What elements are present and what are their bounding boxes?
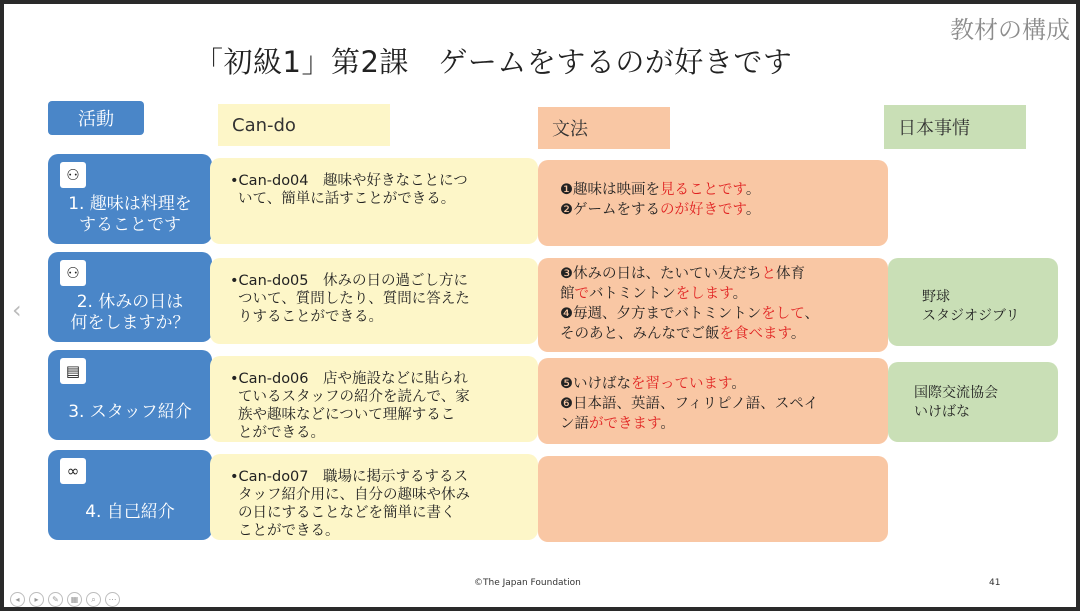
grammar-text: ❺いけばな xyxy=(560,376,631,392)
grammar-highlight: のが好きです xyxy=(660,202,746,218)
grammar-line xyxy=(560,264,878,284)
grammar-text: ン語 xyxy=(560,416,589,432)
people-icon: ⚇ xyxy=(60,162,86,188)
grammar-text: 。 xyxy=(790,326,806,342)
header-cando: Can-do xyxy=(218,104,390,146)
activity-3 xyxy=(48,350,212,440)
grammar-highlight: で xyxy=(574,286,589,302)
activity-1-line1: 1. 趣味は料理を xyxy=(68,194,192,214)
header-culture: 日本事情 xyxy=(884,105,1026,149)
activity-1-line2: することです xyxy=(79,215,181,235)
section-label: 教材の構成 xyxy=(950,16,1070,44)
grammar-text: 。 xyxy=(745,182,761,198)
cando-4-line3: の日にすることなどを簡単に書く xyxy=(238,505,456,521)
header-activity: 活動 xyxy=(48,101,144,135)
cando-2-line3: りすることができる。 xyxy=(238,309,383,325)
slide xyxy=(4,4,1076,607)
cando-3-line1: •Can-do06 店や施設などに貼られ xyxy=(230,371,469,387)
header-grammar: 文法 xyxy=(538,107,670,149)
grammar-highlight: を習っています xyxy=(631,376,732,392)
cando-3-line3: 族や趣味などについて理解するこ xyxy=(238,407,456,423)
grammar-text: 、 xyxy=(804,306,819,322)
grammar-line xyxy=(560,284,878,304)
activity-2 xyxy=(48,252,212,342)
grammar-line xyxy=(560,200,878,220)
grammar-text: そのあと、みんなでご飯 xyxy=(560,326,720,342)
culture-2 xyxy=(888,258,1058,346)
grammar-4 xyxy=(538,456,888,542)
grammar-highlight: 見ることです xyxy=(660,182,746,198)
activity-4 xyxy=(48,450,212,540)
grammar-text: ❸休みの日は、たいてい友だち xyxy=(560,266,762,282)
grammar-line xyxy=(560,414,878,434)
grammar-line xyxy=(560,394,878,414)
grammar-3 xyxy=(538,358,888,444)
activity-2-line1: 2. 休みの日は xyxy=(76,292,184,312)
people-icon: ⚇ xyxy=(60,260,86,286)
activity-3-label: 3. スタッフ紹介 xyxy=(68,402,192,422)
grammar-text: 館 xyxy=(560,286,575,302)
grammar-text: 。 xyxy=(660,416,675,432)
pen-icon[interactable]: ✎ xyxy=(48,592,63,607)
culture-3-line1: 国際交流協会 xyxy=(914,385,998,401)
culture-2-line1: 野球 xyxy=(922,289,950,305)
grammar-highlight: ができます xyxy=(589,416,661,432)
slide-title: 「初級1」第2課 ゲームをするのが好きです xyxy=(194,45,793,79)
grammar-line xyxy=(560,324,878,344)
cando-4-line2: タッフ紹介用に、自分の趣味や休み xyxy=(238,487,470,503)
cando-3-line4: とができる。 xyxy=(238,425,325,441)
cando-1-line1: •Can-do04 趣味や好きなことにつ xyxy=(230,173,468,189)
activity-2-line2: 何をしますか？ xyxy=(70,313,190,333)
grammar-highlight: をします xyxy=(675,286,733,302)
cando-3 xyxy=(210,356,538,442)
grammar-text: ❶趣味は映画を xyxy=(560,182,660,198)
culture-3 xyxy=(888,362,1058,442)
grammar-text: バトミントン xyxy=(589,286,676,302)
cando-2-line2: ついて、質問したり、質問に答えた xyxy=(238,291,470,307)
grammar-highlight: と xyxy=(761,266,776,282)
grammar-text: ❻日本語、英語、フィリピノ語、スペイ xyxy=(560,396,819,412)
grammar-line xyxy=(560,180,878,200)
copyright-footer: ©The Japan Foundation xyxy=(474,578,581,588)
grammar-line xyxy=(560,304,878,324)
culture-2-line2: スタジオジブリ xyxy=(922,308,1020,324)
cando-1 xyxy=(210,158,538,244)
presentation-toolbar xyxy=(10,592,120,607)
grammar-text: 体育 xyxy=(776,266,805,282)
cando-1-line2: いて、簡単に話すことができる。 xyxy=(238,191,456,207)
cando-4 xyxy=(210,454,538,540)
grammar-text: ❷ゲームをする xyxy=(560,202,660,218)
zoom-icon[interactable]: ⌕ xyxy=(86,592,101,607)
cando-2 xyxy=(210,258,538,344)
cando-4-line1: •Can-do07 職場に掲示するするス xyxy=(230,469,469,485)
grammar-1 xyxy=(538,160,888,246)
cando-2-line1: •Can-do05 休みの日の過ごし方に xyxy=(230,273,469,289)
slides-grid-icon[interactable]: ▦ xyxy=(67,592,82,607)
grammar-line xyxy=(560,374,878,394)
grammar-2 xyxy=(538,258,888,352)
next-button-icon[interactable]: ▸ xyxy=(29,592,44,607)
grammar-text: 。 xyxy=(731,376,746,392)
grammar-highlight: を食べます xyxy=(719,326,791,342)
grammar-text: 。 xyxy=(732,286,748,302)
page-number: 41 xyxy=(989,578,1001,588)
previous-slide-arrow-icon[interactable]: ‹ xyxy=(12,296,22,324)
cando-3-line2: ているスタッフの紹介を読んで、家 xyxy=(238,389,470,405)
culture-3-line2: いけばな xyxy=(914,404,970,420)
glasses-icon: ∞ xyxy=(60,458,86,484)
prev-button-icon[interactable]: ◂ xyxy=(10,592,25,607)
grammar-text: ❹毎週、夕方までバトミントン xyxy=(560,306,762,322)
activity-1 xyxy=(48,154,212,244)
activity-4-label: 4. 自己紹介 xyxy=(85,502,175,522)
document-icon: ▤ xyxy=(60,358,86,384)
grammar-text: 。 xyxy=(745,202,761,218)
grammar-highlight: をして xyxy=(761,306,805,322)
more-options-icon[interactable]: ⋯ xyxy=(105,592,120,607)
cando-4-line4: ことができる。 xyxy=(238,523,340,539)
